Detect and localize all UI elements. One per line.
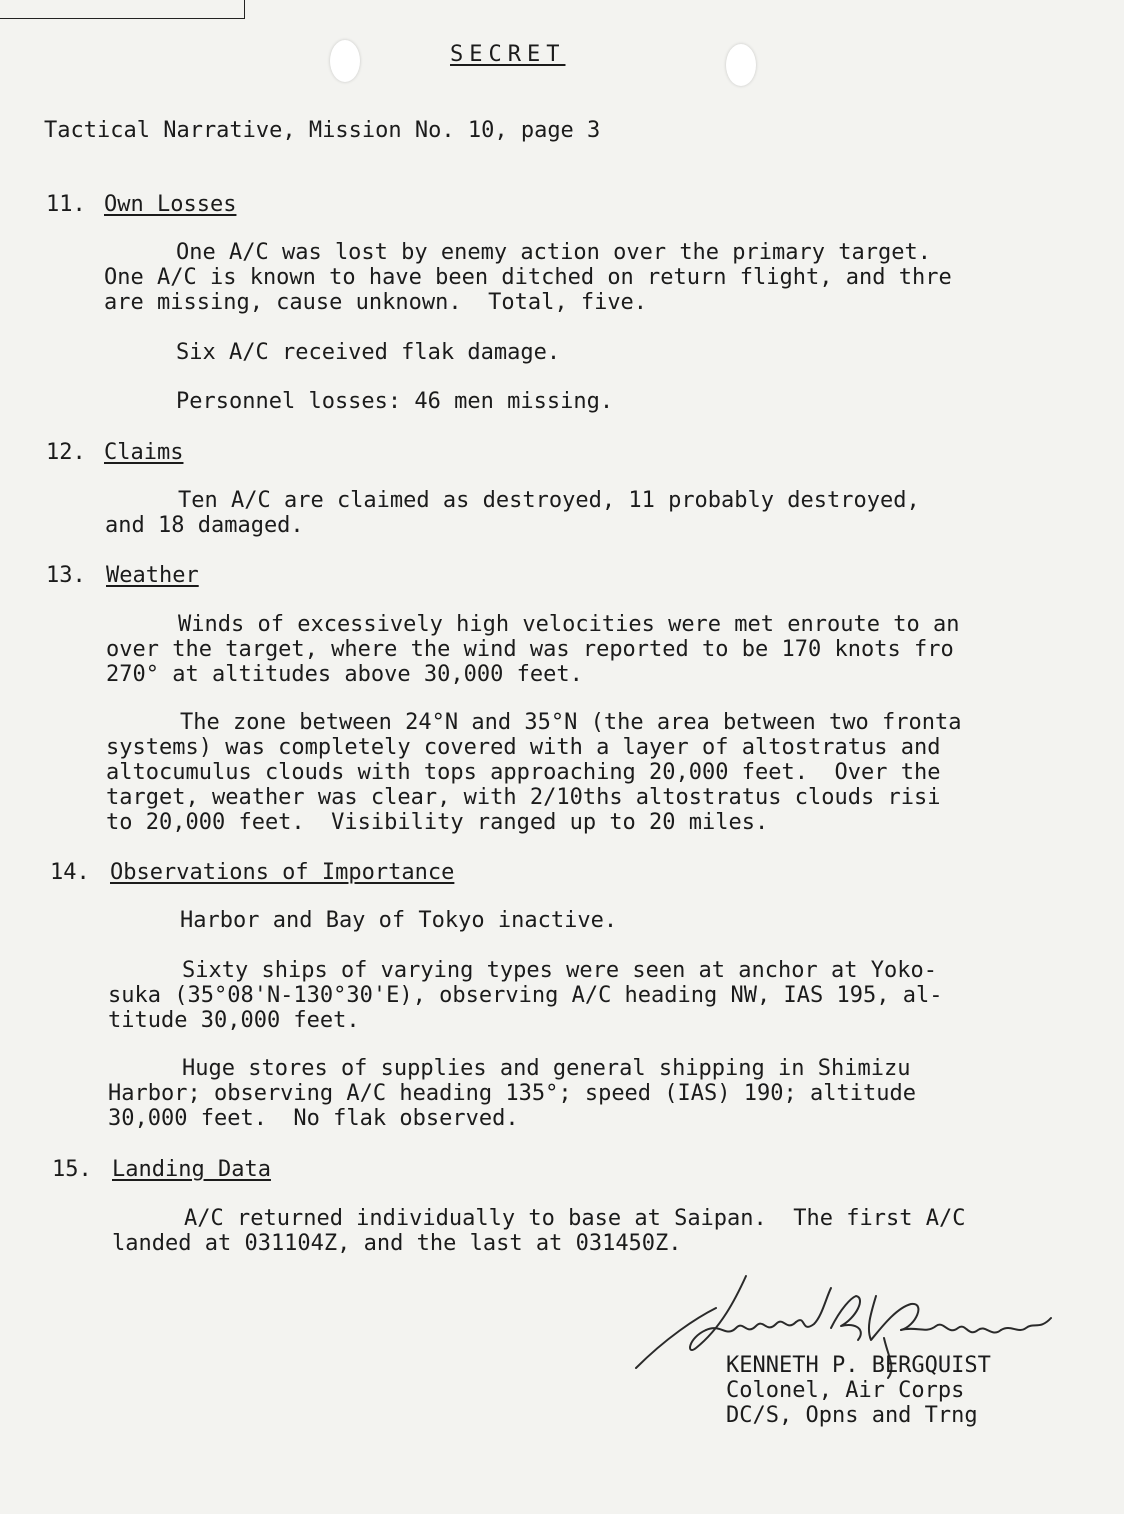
text-line: titude 30,000 feet. (108, 1008, 360, 1033)
section-title: Observations of Importance (110, 860, 455, 885)
signatory-position: DC/S, Opns and Trng (726, 1403, 978, 1428)
punch-hole-right (726, 44, 756, 86)
text-line: to 20,000 feet. Visibility ranged up to 20 miles. (106, 810, 769, 835)
section-title: Weather (106, 563, 199, 588)
corner-box (0, 0, 245, 19)
text-line: Harbor; observing A/C heading 135°; speed (IAS) 190; altitude (108, 1081, 916, 1106)
section-number: 12. (46, 440, 86, 465)
text-line: target, weather was clear, with 2/10ths altostratus clouds risi (106, 785, 941, 810)
section-number: 11. (46, 192, 86, 217)
section-number: 13. (46, 563, 86, 588)
text-line: The zone between 24°N and 35°N (the area between two fronta (180, 710, 962, 735)
section-title: Claims (104, 440, 184, 465)
signatory-rank: Colonel, Air Corps (726, 1378, 965, 1403)
text-line: landed at 031104Z, and the last at 031450Z. (112, 1231, 682, 1256)
text-line: 30,000 feet. No flak observed. (108, 1106, 519, 1131)
section-number: 15. (52, 1157, 92, 1182)
section-title: Landing Data (112, 1157, 271, 1182)
text-line: Ten A/C are claimed as destroyed, 11 probably destroyed, (178, 488, 920, 513)
text-line: Huge stores of supplies and general shipping in Shimizu (182, 1056, 911, 1081)
text-line: 270° at altitudes above 30,000 feet. (106, 662, 583, 687)
section-title: Own Losses (104, 192, 237, 217)
text-line: Sixty ships of varying types were seen at anchor at Yoko- (182, 958, 937, 983)
text-line: Harbor and Bay of Tokyo inactive. (180, 908, 618, 933)
text-line: One A/C is known to have been ditched on return flight, and thre (104, 265, 952, 290)
punch-hole-left (330, 40, 360, 82)
text-line: suka (35°08'N-130°30'E), observing A/C heading NW, IAS 195, al- (108, 983, 943, 1008)
signatory-name: KENNETH P. BERGQUIST (726, 1353, 991, 1378)
document-header: Tactical Narrative, Mission No. 10, page 3 (44, 118, 601, 143)
classification-marking: SECRET (450, 42, 566, 67)
text-line: over the target, where the wind was reported to be 170 knots fro (106, 637, 954, 662)
text-line: Winds of excessively high velocities were met enroute to an (178, 612, 960, 637)
text-line: One A/C was lost by enemy action over the primary target. (176, 240, 931, 265)
text-line: Personnel losses: 46 men missing. (176, 389, 614, 414)
text-line: are missing, cause unknown. Total, five. (104, 290, 648, 315)
text-line: altocumulus clouds with tops approaching 20,000 feet. Over the (106, 760, 941, 785)
text-line: A/C returned individually to base at Saipan. The first A/C (184, 1206, 966, 1231)
text-line: systems) was completely covered with a layer of altostratus and (106, 735, 941, 760)
text-line: Six A/C received flak damage. (176, 340, 561, 365)
text-line: and 18 damaged. (105, 513, 304, 538)
section-number: 14. (50, 860, 90, 885)
